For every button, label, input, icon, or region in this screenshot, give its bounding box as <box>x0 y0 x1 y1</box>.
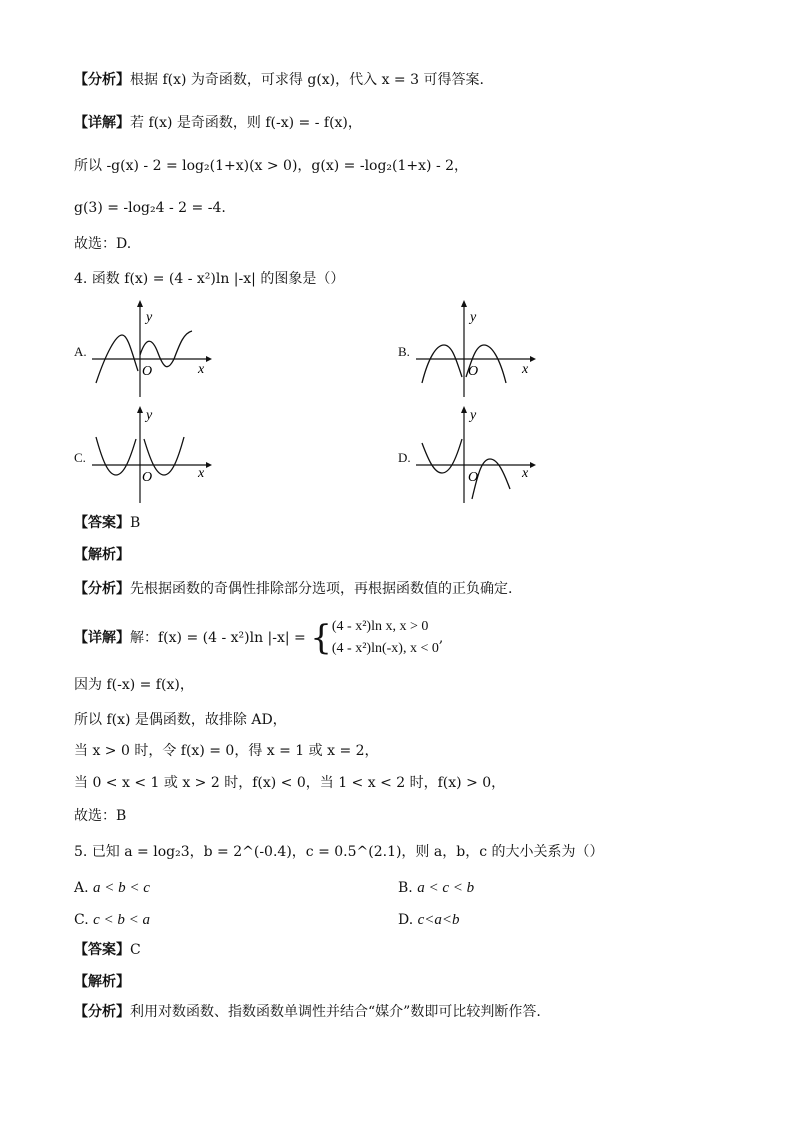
q4-step1: 因为 f(-x) = f(x)， <box>74 677 194 693</box>
analysis-tag: 【分析】 <box>74 1004 130 1020</box>
q4-step4: 当 0 < x < 1 或 x > 2 时，f(x) < 0，当 1 < x < 2 时，f(x) > 0， <box>74 775 506 791</box>
y-axis-arrow <box>137 300 143 307</box>
piecewise-case-2: (4 - x²)ln(-x), x < 0 <box>331 641 439 656</box>
q4-analysis-line <box>74 579 512 599</box>
q4-stem: 函数 f(x) = (4 - x²)ln |-x| 的图象是（） <box>91 271 345 287</box>
q5-analysis-line <box>74 1002 541 1022</box>
q5-analysis-text: 利用对数函数、指数函数单调性并结合“媒介”数即可比较判断作答. <box>130 1004 541 1020</box>
q3-detail-line <box>74 113 362 133</box>
q5-explain-line <box>74 972 130 992</box>
q4-answer: B <box>130 515 141 531</box>
q4-detail-text: 解：f(x) = (4 - x²)ln |-x| = <box>130 630 306 646</box>
q5-number: 5. <box>74 844 88 860</box>
q5-option-d-text: c<a<b <box>417 912 460 928</box>
y-axis-arrow <box>137 406 143 413</box>
explain-tag: 【解析】 <box>74 974 130 990</box>
q5-answer-line <box>74 940 141 960</box>
q5-option-b-letter: B. <box>398 880 413 896</box>
y-axis-arrow <box>461 406 467 413</box>
q5-option-d[interactable] <box>398 910 460 930</box>
q3-step2: g(3) = -log₂4 - 2 = -4. <box>74 200 226 216</box>
y-axis-arrow <box>461 300 467 307</box>
q4-detail-line: 【详解】解：f(x) = (4 - x²)ln |-x| = { (4 - x²)ln x, x > 0 (4 - x²)ln(-x), x < 0 , <box>74 618 444 658</box>
q5-option-d-letter: D. <box>398 912 414 928</box>
q4-explain-line <box>74 545 130 565</box>
q4-option-a-graph[interactable] <box>88 297 218 402</box>
x-label: x <box>198 362 205 377</box>
q4-option-b-graph[interactable] <box>412 297 542 402</box>
q5-stem-line <box>74 842 603 862</box>
piecewise-case-1: (4 - x²)ln x, x > 0 <box>331 619 429 634</box>
y-label: y <box>470 408 477 423</box>
q4-step2: 所以 f(x) 是偶函数，故排除 AD， <box>74 712 287 728</box>
q5-option-c[interactable] <box>74 910 150 930</box>
q3-choice: 故选：D. <box>74 236 132 252</box>
q4-analysis-text: 先根据函数的奇偶性排除部分选项，再根据函数值的正负确定. <box>130 581 513 597</box>
detail-tag: 【详解】 <box>74 115 130 131</box>
detail-tag: 【详解】 <box>74 630 130 646</box>
origin-label: O <box>142 364 153 379</box>
q5-option-b-text: a < c < b <box>417 880 475 896</box>
analysis-tag: 【分析】 <box>74 581 130 597</box>
origin-label: O <box>468 470 479 485</box>
x-axis-arrow <box>530 356 536 362</box>
q5-option-c-text: c < b < a <box>93 912 151 928</box>
q4-option-d-graph[interactable] <box>412 403 542 508</box>
origin-label: O <box>468 364 479 379</box>
q5-stem: 已知 a = log₂3，b = 2^(-0.4)，c = 0.5^(2.1)，则 a，b，c 的大小关系为（） <box>91 844 604 860</box>
q4-step3: 当 x > 0 时，令 f(x) = 0，得 x = 1 或 x = 2， <box>74 743 379 759</box>
x-label: x <box>522 466 529 481</box>
q4-answer-line <box>74 513 140 533</box>
q4-choice: 故选：B <box>74 808 127 824</box>
piecewise-brace: { <box>310 618 332 658</box>
q4-option-d-letter[interactable]: D. <box>398 450 411 465</box>
q5-option-a[interactable] <box>74 878 150 898</box>
x-label: x <box>198 466 205 481</box>
analysis-tag: 【分析】 <box>74 72 130 88</box>
q4-number: 4. <box>74 271 88 287</box>
curve-d <box>422 439 510 499</box>
q5-answer: C <box>130 942 141 958</box>
y-label: y <box>146 310 153 325</box>
q4-option-b-letter[interactable]: B. <box>398 344 410 359</box>
y-label: y <box>146 408 153 423</box>
piecewise-cases <box>332 616 439 660</box>
q5-option-a-letter: A. <box>74 880 89 896</box>
x-label: x <box>522 362 529 377</box>
q4-option-c-graph[interactable] <box>88 403 218 508</box>
x-axis-arrow <box>530 462 536 468</box>
q4-option-a-letter[interactable]: A. <box>74 344 87 359</box>
q4-stem-line <box>74 269 344 289</box>
origin-label: O <box>142 470 153 485</box>
q3-detail-text: 若 f(x) 是奇函数，则 f(-x) = - f(x)， <box>130 115 362 131</box>
x-axis-arrow <box>206 462 212 468</box>
q3-step1: 所以 -g(x) - 2 = log₂(1+x)(x > 0)，g(x) = -log₂(1+x) - 2， <box>74 158 469 174</box>
q3-analysis-line <box>74 70 484 90</box>
q3-analysis-text: 根据 f(x) 为奇函数，可求得 g(x)，代入 x = 3 可得答案. <box>130 72 484 88</box>
explain-tag: 【解析】 <box>74 547 130 563</box>
x-axis-arrow <box>206 356 212 362</box>
q5-option-a-text: a < b < c <box>93 880 150 896</box>
answer-tag: 【答案】 <box>74 942 130 958</box>
answer-tag: 【答案】 <box>74 515 130 531</box>
q5-option-c-letter: C. <box>74 912 89 928</box>
y-label: y <box>470 310 477 325</box>
q4-option-c-letter[interactable]: C. <box>74 450 86 465</box>
q5-option-b[interactable] <box>398 878 474 898</box>
